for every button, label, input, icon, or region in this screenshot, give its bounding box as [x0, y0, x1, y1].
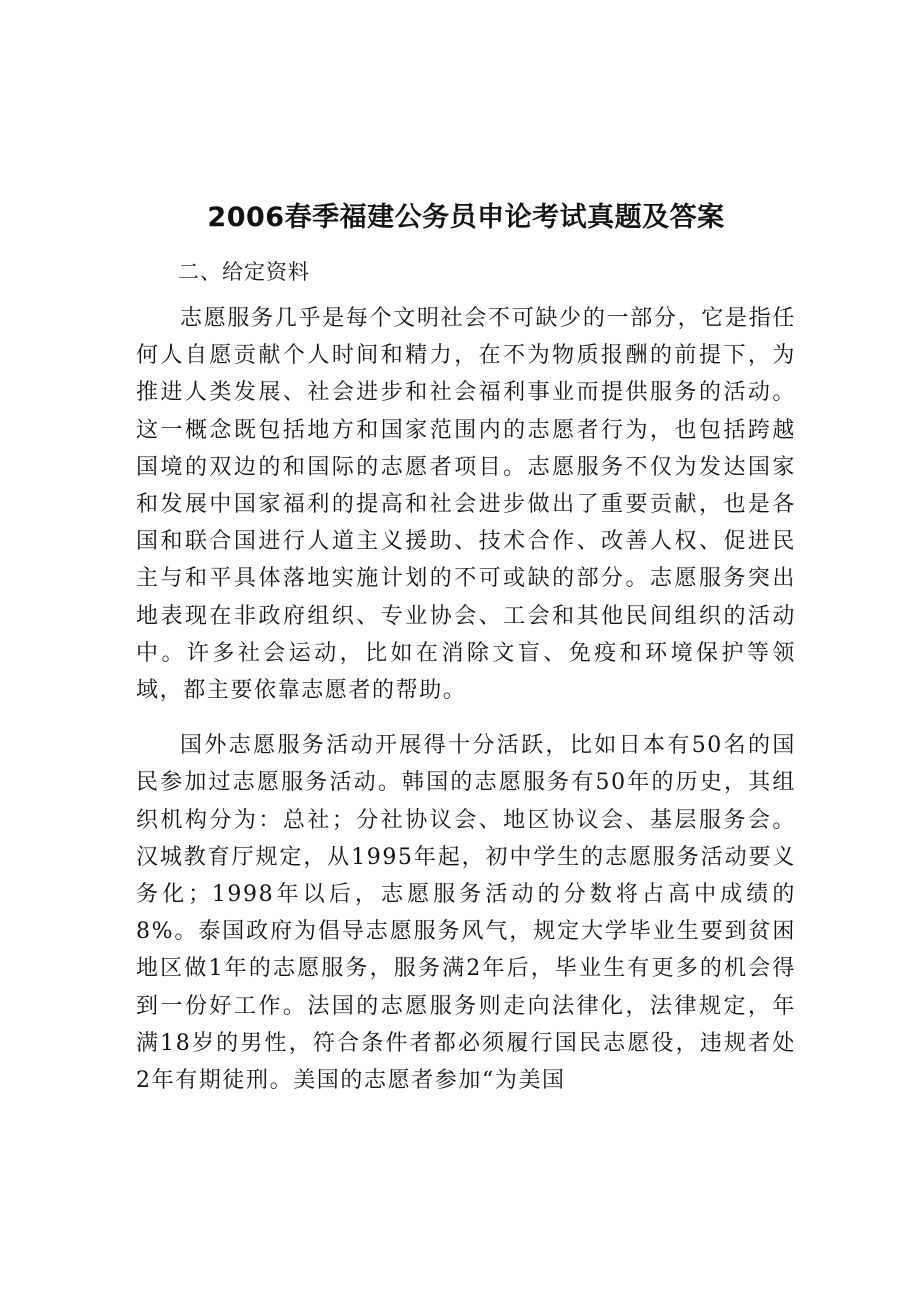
document-title: 2006春季福建公务员申论考试真题及答案: [207, 202, 725, 233]
document-body: [136, 196, 796, 1099]
section-heading: 二、给定资料: [178, 260, 310, 284]
paragraph-foreign-volunteering: 国外志愿服务活动开展得十分活跃，比如日本有50名的国民参加过志愿服务活动。韩国的志愿服务有50年的历史，其组织机构分为：总社；分社协议会、地区协议会、基层服务会。汉城教育厅规定，从1995年起，初中学生的志愿服务活动要义务化；1998年以后，志愿服务活动的分数将占高中成绩的8%。泰国政府为倡导志愿服务风气，规定大学毕业生要到贫困地区做1年的志愿服务，服务满2年后，毕业生有更多的机会得到一份好工作。法国的志愿服务则走向法律化，法律规定，年满18岁的男性，符合条件者都必须履行国民志愿役，违规者处2年有期徒刑。美国的志愿者参加“为美国: [136, 733, 796, 1094]
paragraph-volunteer-definition: 志愿服务几乎是每个文明社会不可缺少的一部分，它是指任何人自愿贡献个人时间和精力，在不为物质报酬的前提下，为推进人类发展、社会进步和社会福利事业而提供服务的活动。这一概念既包括地方和国家范围内的志愿者行为，也包括跨越国境的双边的和国际的志愿者项目。志愿服务不仅为发达国家和发展中国家福利的提高和社会进步做出了重要贡献，也是各国和联合国进行人道主义援助、技术合作、改善人权、促进民主与和平具体落地实施计划的不可或缺的部分。志愿服务突出地表现在非政府组织、专业协会、工会和其他民间组织的活动中。许多社会运动，比如在消除文盲、免疫和环境保护等领域，都主要依靠志愿者的帮助。: [136, 306, 796, 704]
